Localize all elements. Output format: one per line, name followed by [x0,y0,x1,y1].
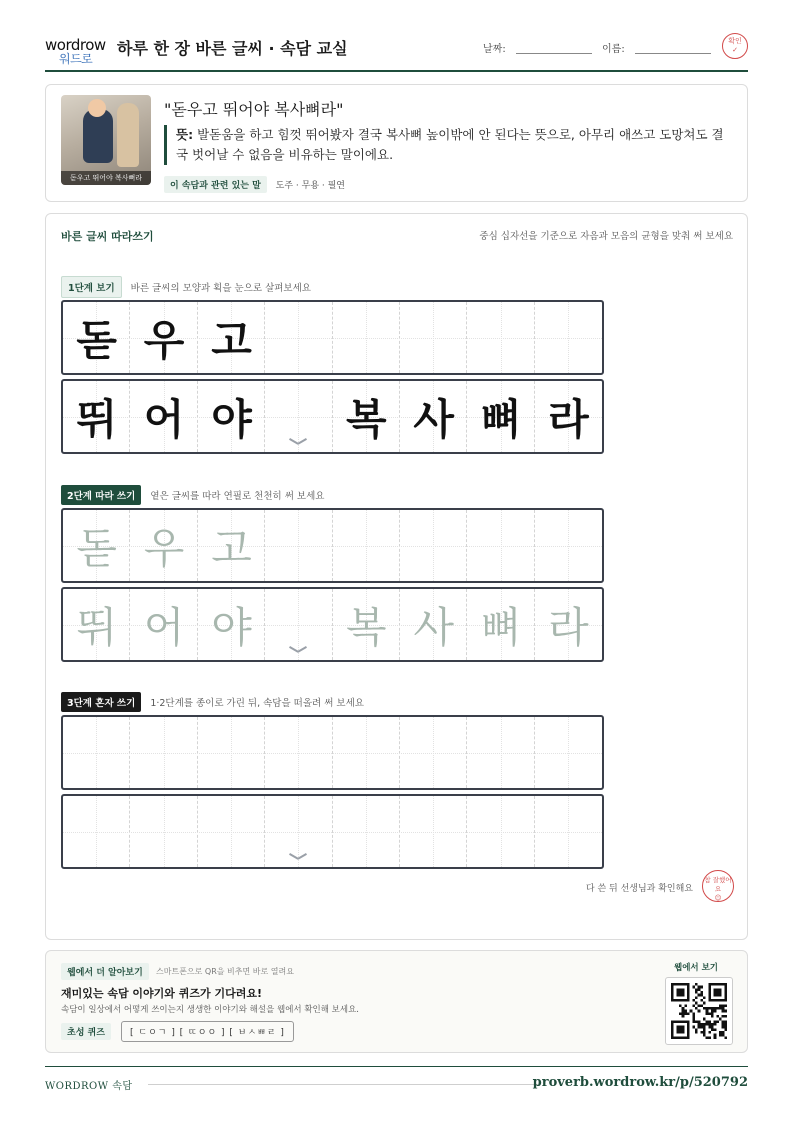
step1-row1 [61,300,604,375]
meaning-label: 뜻: [176,127,194,142]
good-job-stamp-icon: 참 잘했어요 ☺ [702,870,734,902]
date-label: 날짜: [483,44,506,55]
proverb-character: 사 [413,602,454,652]
illustration-figure-boy [83,109,113,163]
practice-title: 바른 글씨 따라쓰기 [61,230,154,243]
proverb-characters [63,589,602,660]
proverb-character: 뛰 [76,394,117,444]
qr-code-icon[interactable] [665,977,733,1045]
footer-url-link[interactable]: proverb.wordrow.kr/p/520792 [532,1075,748,1090]
proverb-character [535,510,602,581]
name-field[interactable] [602,40,711,55]
quiz-label: 초성 퀴즈 [61,1023,111,1040]
proverb-character [400,302,467,373]
step1-desc: 바른 글씨의 모양과 획을 눈으로 살펴보세요 [130,283,311,294]
proverb-character: 야 [211,394,252,444]
qr-label: 웹에서 보기 [673,963,718,973]
step3-row2[interactable] [61,794,604,869]
practice-hint: 중심 십자선을 기준으로 자음과 모음의 균형을 맞춰 써 보세요 [479,231,733,242]
step3-badge: 3단계 혼자 쓰기 [61,692,141,712]
proverb-character: 복 [345,602,387,652]
meaning-text: 발돋움을 하고 힘껏 뛰어봤자 결국 복사뼈 높이밖에 안 된다는 뜻으로, 아무리 애쓰고 도망쳐도 결국 벗어날 수 없음을 비유하는 말이에요. [176,127,724,162]
proverb-character [265,510,332,581]
proverb-character: 뛰 [76,602,117,652]
proverb-character [400,510,467,581]
name-label: 이름: [602,44,625,55]
proverb-meaning [164,125,724,165]
proverb-character: 복 [345,394,387,444]
proverb-character: 고 [211,523,252,573]
web-desc: 속담이 일상에서 어떻게 쓰이는지 생생한 이야기와 해설을 웹에서 확인해 보세요. [61,1005,359,1015]
proverb-character: 사 [413,394,454,444]
grid-center-line [63,753,602,754]
proverb-character: 뼈 [480,602,522,652]
step2-header [61,485,324,505]
line-break-chevron-icon [291,438,305,446]
proverb-character: 돋 [76,523,117,573]
web-hint: 스마트폰으로 QR을 비추면 바로 열려요 [156,967,294,976]
good-job-stamp-text: 참 잘했어요 [704,876,732,893]
illustration-caption: 돋우고 뛰어야 복사뼈라 [61,171,151,185]
step3-row1[interactable] [61,715,604,790]
page-footer [45,1066,748,1096]
proverb-characters [63,302,602,373]
step3-desc: 1·2단계를 종이로 가린 뒤, 속담을 떠올려 써 보세요 [150,698,364,709]
footer-brand: WORDROW 속담 [45,1081,133,1092]
web-tag: 웹에서 더 알아보기 [61,963,149,980]
proverb-character [265,302,332,373]
illustration-figure-adult [117,103,139,167]
step2-row1[interactable] [61,508,604,583]
proverb-character: 어 [143,394,185,444]
related-label: 이 속담과 관련 있는 말 [164,176,267,193]
web-heading: 재미있는 속담 이야기와 퀴즈가 기다려요! [61,987,262,1000]
teacher-check-text: 다 쓴 뒤 선생님과 확인해요 [585,884,693,894]
proverb-character: 야 [211,602,252,652]
proverb-character: 돋 [76,315,117,365]
date-input-line[interactable] [516,53,592,54]
proverb-character [467,510,534,581]
line-break-chevron-icon [291,646,305,654]
wordrow-logo[interactable] [45,34,107,64]
proverb-character [535,302,602,373]
proverb-characters [63,381,602,452]
check-stamp-text: 확인 [728,37,742,45]
worksheet-header [45,28,748,72]
name-input-line[interactable] [635,53,711,54]
proverb-character: 뼈 [480,394,522,444]
illustration-head [88,99,106,117]
practice-card [45,213,748,940]
qr-code-graphic [671,983,727,1039]
step2-badge: 2단계 따라 쓰기 [61,485,141,505]
footer-divider [148,1084,538,1085]
proverb-quote: "돋우고 뛰어야 복사뼈라" [164,100,344,119]
proverb-character [333,302,400,373]
line-break-chevron-icon [291,853,305,861]
proverb-characters [63,510,602,581]
step1-row2 [61,379,604,454]
step2-desc: 옅은 글씨를 따라 연필로 천천히 써 보세요 [150,491,325,502]
related-list: 도주 · 무용 · 필연 [275,181,345,191]
logo-text-top: wordrow [45,36,106,54]
proverb-character: 고 [211,315,252,365]
proverb-character: 우 [143,523,185,573]
proverb-character [333,510,400,581]
proverb-character: 라 [548,602,589,652]
logo-text-bottom: 워드로 [59,52,93,66]
step1-badge: 1단계 보기 [61,276,122,298]
initials-quiz: [ ㄷㅇㄱ ] [ ㄸㅇㅇ ] [ ㅂㅅㅃㄹ ] [121,1021,294,1042]
related-words [164,176,345,193]
proverb-character: 라 [548,394,589,444]
step2-row2[interactable] [61,587,604,662]
date-field[interactable] [483,40,592,55]
check-stamp-icon: 확인 ✓ [722,33,748,59]
proverb-character: 우 [143,315,185,365]
step3-header [61,692,364,712]
step1-header [61,276,311,298]
page-title: 하루 한 장 바른 글씨 · 속담 교실 [117,39,348,58]
web-promo-card [45,950,748,1053]
proverb-illustration [61,95,151,185]
proverb-card [45,84,748,202]
proverb-character: 어 [143,602,185,652]
proverb-character [467,302,534,373]
grid-center-line [63,832,602,833]
